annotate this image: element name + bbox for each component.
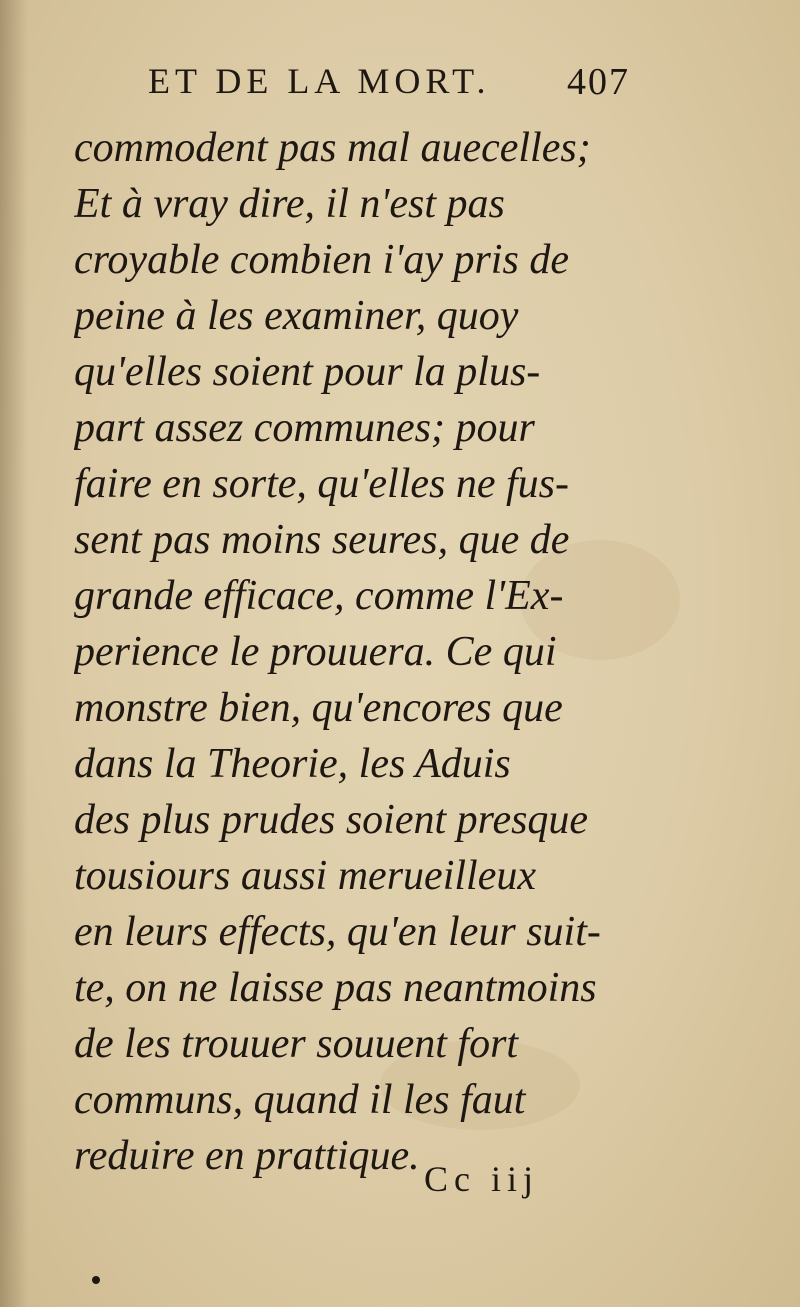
text-line: de les trouuer souuent fort bbox=[74, 1021, 519, 1067]
body-text bbox=[74, 120, 654, 1184]
text-line: croyable combien i'ay pris de bbox=[74, 237, 569, 283]
ink-dot bbox=[92, 1276, 100, 1284]
text-line: Et à vray dire, il n'est pas bbox=[74, 181, 505, 227]
text-line: des plus prudes soient presque bbox=[74, 797, 589, 843]
text-line: part assez communes; pour bbox=[74, 405, 535, 451]
signature-mark: Cc iij bbox=[424, 1159, 539, 1199]
text-line: dans la Theorie, les Aduis bbox=[74, 741, 511, 787]
text-line: sent pas moins seures, que de bbox=[74, 517, 570, 563]
text-line: commodent pas mal auecelles; bbox=[74, 125, 591, 171]
text-line: qu'elles soient pour la plus- bbox=[74, 349, 541, 395]
page-header bbox=[148, 60, 638, 120]
text-line: monstre bien, qu'encores que bbox=[74, 685, 563, 731]
text-line: tousiours aussi merueilleux bbox=[74, 853, 536, 899]
text-line: reduire en prattique. bbox=[74, 1133, 420, 1179]
text-line: faire en sorte, qu'elles ne fus- bbox=[74, 461, 569, 507]
text-line: grande efficace, comme l'Ex- bbox=[74, 573, 564, 619]
page-number: 407 bbox=[567, 61, 630, 103]
text-line: perience le prouuera. Ce qui bbox=[74, 629, 557, 675]
running-title: ET DE LA MORT. bbox=[148, 61, 491, 101]
page-gutter-shadow bbox=[0, 0, 28, 1307]
text-line: te, on ne laisse pas neantmoins bbox=[74, 965, 597, 1011]
text-line: communs, quand il les faut bbox=[74, 1077, 526, 1123]
text-line: peine à les examiner, quoy bbox=[74, 293, 519, 339]
text-line: en leurs effects, qu'en leur suit- bbox=[74, 909, 601, 955]
